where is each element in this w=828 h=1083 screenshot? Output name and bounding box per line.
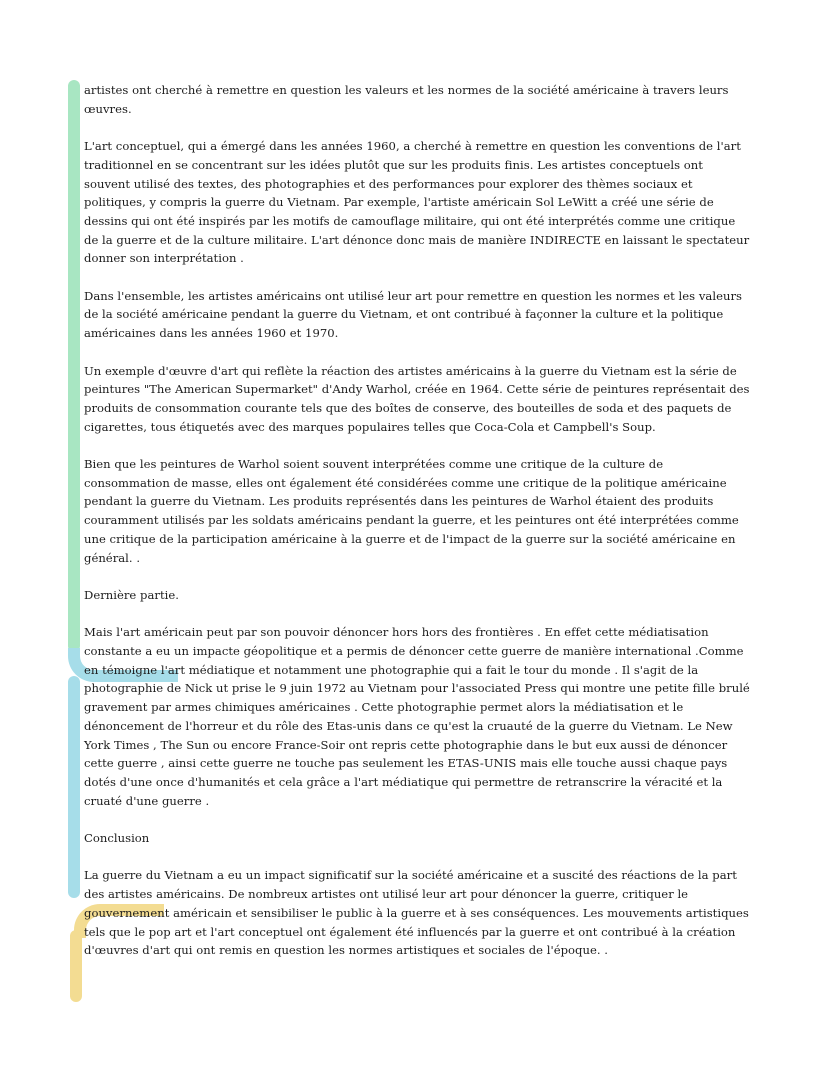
paragraph-intro-continuation: artistes ont cherché à remettre en question les valeurs et les normes de la société américaine à travers leurs œuvres. bbox=[84, 83, 729, 116]
paragraph-media-art: Mais l'art américain peut par son pouvoir dénoncer hors hors des frontières . En effet cette médiatisation constante a eu un impacte géopolitique et a permis de dénoncer cette guerre de manière international .Comme en témoigne l'art médiatique et notamment une photographie qui a fait le tour du monde . Il s'agit de la photographie de Nick ut prise le 9 juin 1972 au Vietnam pour l'associated Press qui montre une petite fille brulé gravement par armes chimiques américaines . Cette photographie permet alors la médiatisation et le dénoncement de l'horreur et du rôle des Etas-unis dans ce qu'est la cruauté de la guerre du Vietnam. Le New York Times , The Sun ou encore France-Soir ont repris cette photographie dans le but eux aussi de dénoncer cette guerre , ainsi cette guerre ne touche pas seulement les ETAS-UNIS mais elle touche aussi chaque pays dotés d'une once d'humanités et cela grâce a l'art médiatique qui permettre de retranscrire la véracité et la cruaté d'une guerre . bbox=[84, 625, 750, 808]
highlight-bar-yellow bbox=[70, 930, 82, 1002]
highlight-bar-blue bbox=[68, 676, 80, 898]
document-body bbox=[84, 81, 752, 979]
paragraph-conclusion: La guerre du Vietnam a eu un impact significatif sur la société américaine et a suscité des réactions de la part des artistes américains. De nombreux artistes ont utilisé leur art pour dénoncer la guerre, critiquer le gouvernement américain et sensibiliser le public à la guerre et à ses conséquences. Les mouvements artistiques tels que le pop art et l'art conceptuel ont également été influencés par la guerre et ont contribué à la création d'œuvres d'art qui ont remis en question les normes artistiques et sociales de l'époque. . bbox=[84, 868, 749, 958]
highlight-bar-green bbox=[68, 80, 80, 652]
paragraph-warhol-critique: Bien que les peintures de Warhol soient souvent interprétées comme une critique de la culture de consommation de masse, elles ont également été considérées comme une critique de la politique américaine pendant la guerre du Vietnam. Les produits représentés dans les peintures de Warhol étaient des produits couramment utilisés par les soldats américains pendant la guerre, et les peintures ont été interprétées comme une critique de la participation américaine à la guerre et de l'impact de la guerre sur la société américaine en général. . bbox=[84, 457, 739, 565]
paragraph-overall: Dans l'ensemble, les artistes américains ont utilisé leur art pour remettre en question les normes et les valeurs de la société américaine pendant la guerre du Vietnam, et ont contribué à façonner la culture et la politique américaines dans les années 1960 et 1970. bbox=[84, 288, 742, 341]
section-heading-conclusion: Conclusion bbox=[84, 831, 150, 846]
paragraph-conceptual-art: L'art conceptuel, qui a émergé dans les années 1960, a cherché à remettre en question les conventions de l'art traditionnel en se concentrant sur les idées plutôt que sur les produits finis. Les artistes conceptuels ont souvent utilisé des textes, des photographies et des performances pour explorer des thèmes sociaux et politiques, y compris la guerre du Vietnam. Par exemple, l'artiste américain Sol LeWitt a créé une série de dessins qui ont été inspirés par les motifs de camouflage militaire, qui ont été interprétés comme une critique de la guerre et de la culture militaire. L'art dénonce donc mais de manière INDIRECTE en laissant le spectateur donner son interprétation . bbox=[84, 139, 750, 266]
section-heading-last-part: Dernière partie. bbox=[84, 587, 179, 602]
paragraph-warhol-example: Un exemple d'œuvre d'art qui reflète la réaction des artistes américains à la guerre du Vietnam est la série de peintures "The American Supermarket" d'Andy Warhol, créée en 1964. Cette série de peintures représentait des produits de consommation courante tels que des boîtes de conserve, des bouteilles de soda et des paquets de cigarettes, tous étiquetés avec des marques populaires telles que Coca-Cola et Campbell's Soup. bbox=[84, 363, 750, 434]
